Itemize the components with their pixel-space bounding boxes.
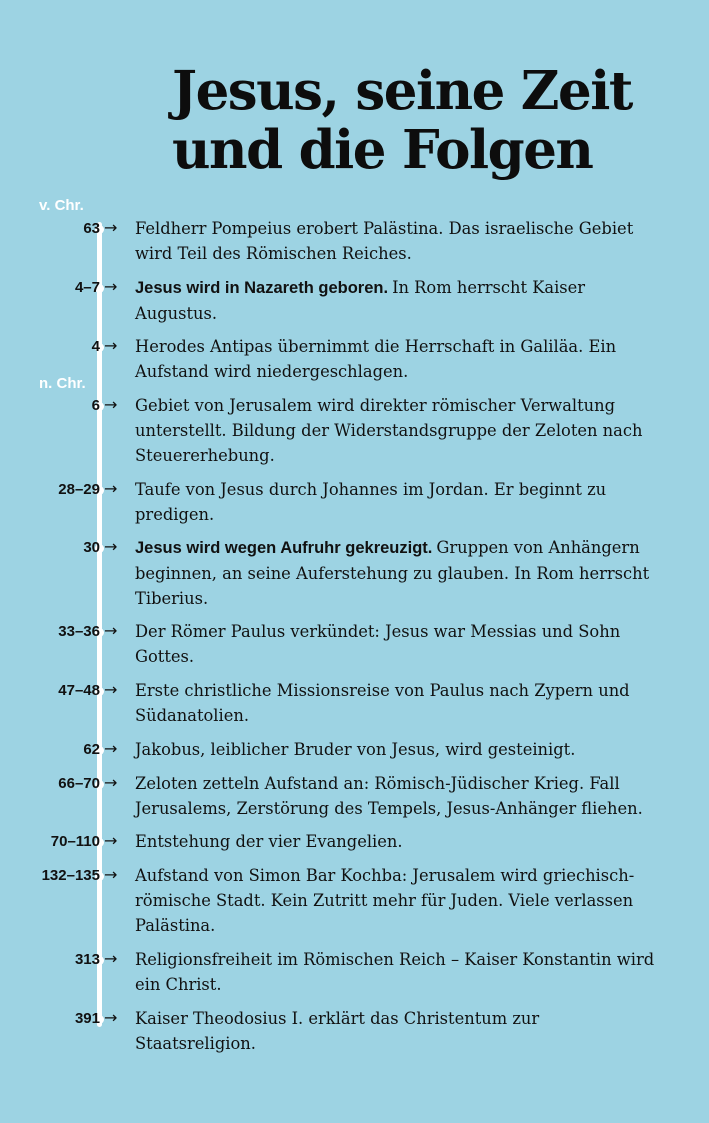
entry-description: Religionsfreiheit im Römischen Reich – Kaiser Konstantin wird ein Christ. bbox=[135, 950, 655, 994]
entry-year: 66–70 bbox=[58, 775, 100, 792]
entry-description: Der Römer Paulus verkündet: Jesus war Messias und Sohn Gottes. bbox=[135, 622, 621, 666]
arrow-right-icon: → bbox=[104, 537, 118, 556]
arrow-right-icon: → bbox=[104, 865, 118, 884]
entry-text-block bbox=[135, 535, 665, 611]
entry-description: Aufstand von Simon Bar Kochba: Jerusalem wird griechisch-römische Stadt. Kein Zutritt mehr für Juden. Viele verlassen Palästina. bbox=[135, 866, 635, 935]
entry-description: Gebiet von Jerusalem wird direkter römischer Verwaltung unterstellt. Bildung der Widerstandsgruppe der Zeloten nach Steuererhebung. bbox=[135, 396, 643, 465]
entry-text-block bbox=[135, 947, 665, 997]
arrow-right-icon: → bbox=[104, 773, 118, 792]
title-line-2: und die Folgen bbox=[172, 119, 593, 181]
arrow-right-icon: → bbox=[104, 218, 118, 237]
entry-year: 62 bbox=[83, 741, 100, 758]
entry-text-block bbox=[135, 829, 665, 854]
entry-year: 63 bbox=[83, 220, 100, 237]
entry-text-block bbox=[135, 863, 665, 938]
title-line-1: Jesus, seine Zeit bbox=[172, 60, 632, 122]
entry-text-block bbox=[135, 334, 665, 384]
entry-text-block bbox=[135, 275, 665, 326]
entry-year: 132–135 bbox=[41, 867, 100, 884]
entry-text-block bbox=[135, 216, 665, 266]
arrow-right-icon: → bbox=[104, 395, 118, 414]
entry-description: Gruppen von Anhängern beginnen, an seine Auferstehung zu glauben. In Rom herrscht Tiberius. bbox=[135, 538, 650, 608]
entry-text-block bbox=[135, 477, 665, 527]
entry-description: Taufe von Jesus durch Johannes im Jordan. Er beginnt zu predigen. bbox=[135, 480, 607, 524]
arrow-right-icon: → bbox=[104, 739, 118, 758]
entry-year: 47–48 bbox=[58, 682, 100, 699]
entry-highlight: Jesus wird in Nazareth geboren. bbox=[135, 279, 389, 297]
entry-text-block bbox=[135, 1006, 665, 1056]
entry-text-block bbox=[135, 737, 665, 762]
entry-description: Erste christliche Missionsreise von Paulus nach Zypern und Südanatolien. bbox=[135, 681, 630, 725]
entry-description: Kaiser Theodosius I. erklärt das Christentum zur Staatsreligion. bbox=[135, 1009, 540, 1053]
entry-year: 33–36 bbox=[58, 623, 100, 640]
entry-description: Zeloten zetteln Aufstand an: Römisch-Jüdischer Krieg. Fall Jerusalems, Zerstörung des Tempels, Jesus-Anhänger fliehen. bbox=[135, 774, 643, 818]
arrow-right-icon: → bbox=[104, 621, 118, 640]
arrow-right-icon: → bbox=[104, 277, 118, 296]
era-label-bc: v. Chr. bbox=[39, 197, 84, 214]
arrow-right-icon: → bbox=[104, 949, 118, 968]
arrow-right-icon: → bbox=[104, 831, 118, 850]
arrow-right-icon: → bbox=[104, 479, 118, 498]
entry-description: Entstehung der vier Evangelien. bbox=[135, 832, 403, 851]
entry-year: 4–7 bbox=[74, 279, 100, 296]
arrow-right-icon: → bbox=[104, 680, 118, 699]
entry-year: 391 bbox=[74, 1010, 100, 1027]
entry-description: Jakobus, leiblicher Bruder von Jesus, wird gesteinigt. bbox=[135, 740, 576, 759]
entry-description: Herodes Antipas übernimmt die Herrschaft in Galiläa. Ein Aufstand wird niedergeschlagen. bbox=[135, 337, 617, 381]
entry-description: In Rom herrscht Kaiser Augustus. bbox=[135, 278, 586, 323]
era-label-ad: n. Chr. bbox=[39, 375, 86, 392]
entry-year: 6 bbox=[91, 397, 100, 414]
entry-text-block bbox=[135, 678, 665, 728]
entry-year: 28–29 bbox=[58, 481, 100, 498]
arrow-right-icon: → bbox=[104, 1008, 118, 1027]
entry-year: 4 bbox=[91, 338, 100, 355]
entry-text-block bbox=[135, 771, 665, 821]
entry-text-block bbox=[135, 393, 665, 468]
entry-description: Feldherr Pompeius erobert Palästina. Das israelische Gebiet wird Teil des Römischen Reiches. bbox=[135, 219, 634, 263]
page-title bbox=[172, 62, 632, 180]
entry-year: 70–110 bbox=[50, 833, 100, 850]
entry-highlight: Jesus wird wegen Aufruhr gekreuzigt. bbox=[135, 539, 433, 557]
entry-text-block bbox=[135, 619, 665, 669]
entry-year: 313 bbox=[74, 951, 100, 968]
arrow-right-icon: → bbox=[104, 336, 118, 355]
entry-year: 30 bbox=[83, 539, 100, 556]
